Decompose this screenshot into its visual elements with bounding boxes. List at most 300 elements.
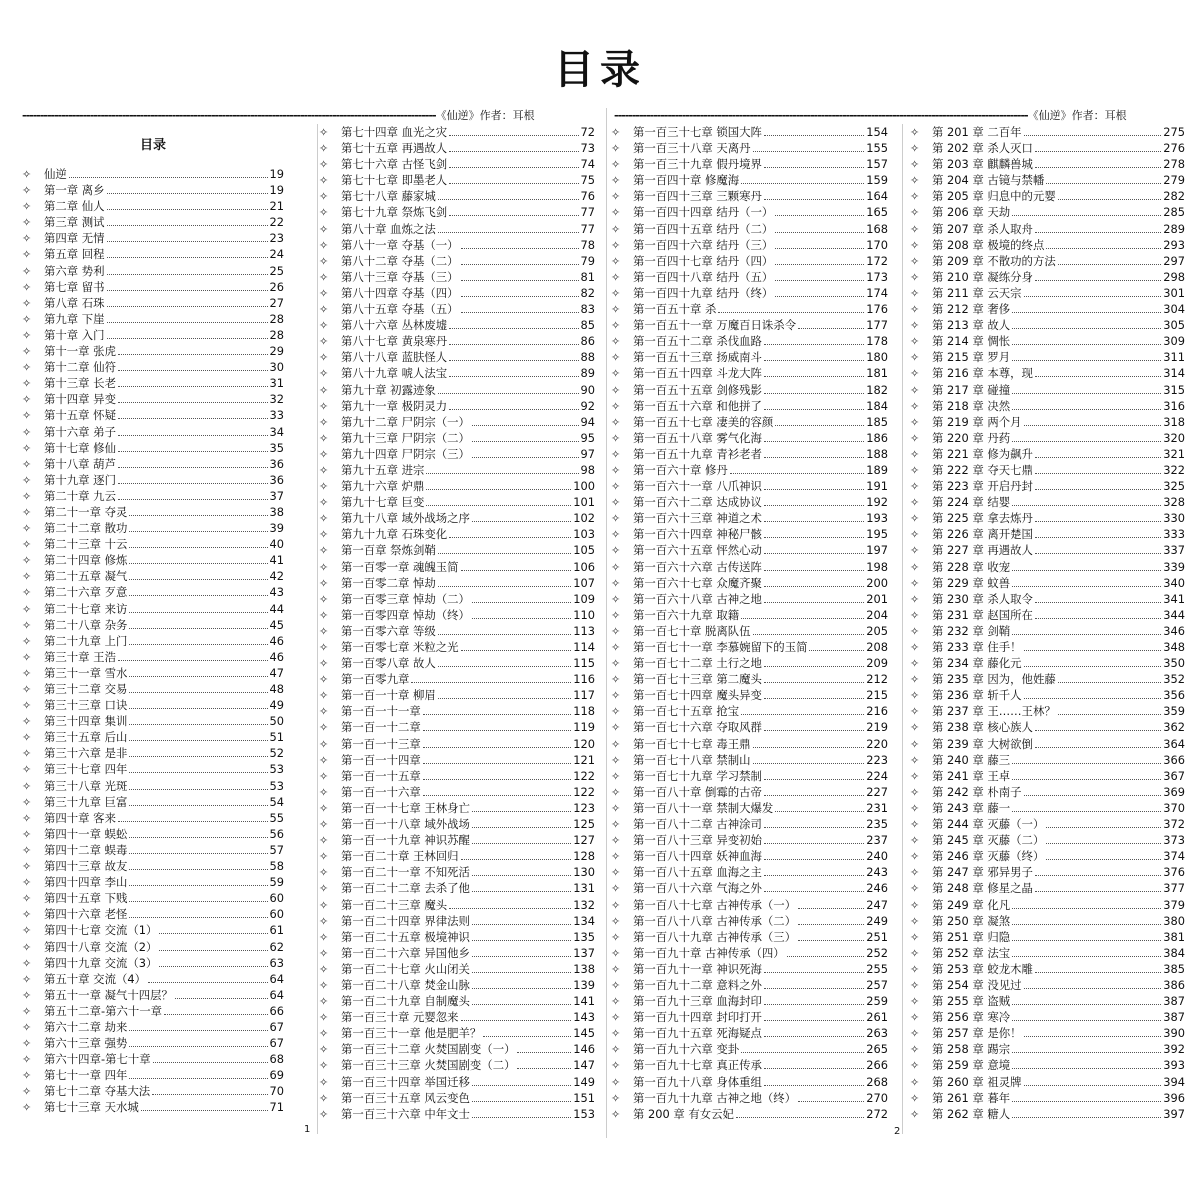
toc-entry[interactable] <box>22 407 284 423</box>
toc-entry[interactable] <box>910 913 1185 929</box>
toc-entry[interactable] <box>611 365 888 381</box>
toc-entry[interactable] <box>611 301 888 317</box>
toc-entry[interactable] <box>910 510 1185 526</box>
toc-entry[interactable] <box>319 800 595 816</box>
toc-entry[interactable] <box>22 166 284 182</box>
bullet-icon: ✧ <box>611 190 621 204</box>
toc-entry[interactable] <box>319 1041 595 1057</box>
page-number: 53 <box>269 762 284 777</box>
bullet-icon: ✧ <box>22 168 32 181</box>
bullet-icon: ✧ <box>910 335 920 349</box>
toc-entry[interactable] <box>611 414 888 430</box>
toc-entry[interactable] <box>910 575 1185 591</box>
toc-entry[interactable] <box>319 993 595 1009</box>
toc-entry[interactable] <box>910 446 1185 462</box>
toc-entry[interactable] <box>611 269 888 285</box>
toc-entry[interactable] <box>910 639 1185 655</box>
toc-entry[interactable] <box>22 971 284 987</box>
chapter-title: 第三十四章 集训 <box>44 714 128 729</box>
toc-entry[interactable] <box>319 623 595 639</box>
toc-entry[interactable] <box>319 687 595 703</box>
toc-entry[interactable] <box>910 398 1185 414</box>
toc-entry[interactable] <box>611 494 888 510</box>
toc-entry[interactable] <box>22 601 284 617</box>
toc-entry[interactable] <box>319 430 595 446</box>
toc-entry[interactable] <box>910 929 1185 945</box>
chapter-title: 第一百八十六章 气海之外 <box>633 881 762 896</box>
toc-entry[interactable] <box>611 864 888 880</box>
toc-entry[interactable] <box>319 365 595 381</box>
toc-entry[interactable] <box>22 552 284 568</box>
toc-entry[interactable] <box>319 639 595 655</box>
toc-entry[interactable] <box>22 842 284 858</box>
toc-entry[interactable] <box>319 1090 595 1106</box>
toc-entry[interactable] <box>319 253 595 269</box>
toc-entry[interactable] <box>611 285 888 301</box>
toc-entry[interactable] <box>910 623 1185 639</box>
page-number: 151 <box>573 1090 595 1105</box>
toc-entry[interactable] <box>22 633 284 649</box>
toc-entry[interactable] <box>319 929 595 945</box>
toc-entry[interactable] <box>611 253 888 269</box>
toc-entry[interactable] <box>22 1019 284 1035</box>
toc-entry[interactable] <box>22 987 284 1003</box>
toc-entry[interactable] <box>22 504 284 520</box>
toc-entry[interactable] <box>910 333 1185 349</box>
page-number: 348 <box>1163 640 1185 654</box>
chapter-title: 第二十七章 来访 <box>44 601 128 616</box>
toc-entry[interactable] <box>319 719 595 735</box>
chapter-title: 第 255 章 盗贼 <box>932 994 1011 1009</box>
toc-entry[interactable] <box>611 880 888 896</box>
toc-entry[interactable] <box>611 542 888 558</box>
toc-entry[interactable] <box>611 204 888 220</box>
toc-entry[interactable] <box>319 414 595 430</box>
toc-entry[interactable] <box>611 945 888 961</box>
toc-entry[interactable] <box>319 945 595 961</box>
toc-entry[interactable] <box>611 478 888 494</box>
chapter-title: 第 256 章 寒冷 <box>932 1010 1011 1025</box>
toc-entry[interactable] <box>611 124 888 140</box>
bullet-icon: ✧ <box>611 914 621 928</box>
toc-entry[interactable] <box>319 977 595 993</box>
toc-entry[interactable] <box>22 1003 284 1019</box>
dot-leader <box>1024 687 1162 699</box>
toc-entry[interactable] <box>22 311 284 327</box>
toc-entry[interactable] <box>910 172 1185 188</box>
bullet-icon: ✧ <box>910 528 920 542</box>
toc-entry[interactable] <box>611 607 888 623</box>
bullet-icon: ✧ <box>910 206 920 220</box>
toc-entry[interactable] <box>910 526 1185 542</box>
toc-entry[interactable] <box>910 719 1185 735</box>
toc-entry[interactable] <box>22 359 284 375</box>
toc-entry[interactable] <box>319 172 595 188</box>
toc-entry[interactable] <box>611 446 888 462</box>
toc-entry[interactable] <box>319 269 595 285</box>
bullet-icon: ✧ <box>910 142 920 156</box>
toc-entry[interactable] <box>22 536 284 552</box>
toc-entry[interactable] <box>611 977 888 993</box>
toc-entry[interactable] <box>22 456 284 472</box>
toc-entry[interactable] <box>611 1090 888 1106</box>
toc-entry[interactable] <box>910 752 1185 768</box>
bullet-icon: ✧ <box>910 496 920 510</box>
toc-entry[interactable] <box>910 784 1185 800</box>
toc-entry[interactable] <box>22 440 284 456</box>
toc-entry[interactable] <box>22 617 284 633</box>
toc-entry[interactable] <box>22 697 284 713</box>
toc-entry[interactable] <box>319 510 595 526</box>
toc-entry[interactable] <box>611 703 888 719</box>
toc-entry[interactable] <box>22 214 284 230</box>
toc-entry[interactable] <box>319 204 595 220</box>
toc-entry[interactable] <box>319 494 595 510</box>
toc-entry[interactable] <box>910 848 1185 864</box>
toc-entry[interactable] <box>910 1074 1185 1090</box>
toc-entry[interactable] <box>22 794 284 810</box>
toc-entry[interactable] <box>611 1041 888 1057</box>
toc-entry[interactable] <box>319 1057 595 1073</box>
toc-entry[interactable] <box>319 832 595 848</box>
dot-leader <box>472 816 571 828</box>
toc-entry[interactable] <box>319 140 595 156</box>
toc-entry[interactable] <box>611 575 888 591</box>
toc-entry[interactable] <box>22 955 284 971</box>
toc-entry[interactable] <box>22 649 284 665</box>
toc-entry[interactable] <box>910 317 1185 333</box>
dot-leader <box>1035 510 1161 522</box>
toc-entry[interactable] <box>22 890 284 906</box>
toc-entry[interactable] <box>611 623 888 639</box>
toc-entry[interactable] <box>319 559 595 575</box>
toc-entry[interactable] <box>319 607 595 623</box>
toc-entry[interactable] <box>22 488 284 504</box>
toc-entry[interactable] <box>611 156 888 172</box>
toc-entry[interactable] <box>910 880 1185 896</box>
dot-leader <box>764 961 864 973</box>
page-number: 77 <box>580 205 595 220</box>
toc-entry[interactable] <box>910 542 1185 558</box>
toc-entry[interactable] <box>22 778 284 794</box>
toc-entry[interactable] <box>910 124 1185 140</box>
toc-entry[interactable] <box>611 510 888 526</box>
toc-entry[interactable] <box>319 382 595 398</box>
toc-entry[interactable] <box>319 703 595 719</box>
page-number: 198 <box>866 559 888 574</box>
chapter-title: 第 217 章 碰撞 <box>932 382 1011 397</box>
page-number: 82 <box>580 285 595 300</box>
toc-entry[interactable] <box>910 140 1185 156</box>
toc-entry[interactable] <box>611 237 888 253</box>
toc-entry[interactable] <box>319 349 595 365</box>
toc-entry[interactable] <box>910 462 1185 478</box>
toc-entry[interactable] <box>910 591 1185 607</box>
toc-entry[interactable] <box>611 140 888 156</box>
toc-entry[interactable] <box>22 1035 284 1051</box>
toc-entry[interactable] <box>910 703 1185 719</box>
chapter-title: 第一百二十八章 焚金山脉 <box>341 977 470 992</box>
toc-entry[interactable] <box>910 945 1185 961</box>
toc-entry[interactable] <box>910 687 1185 703</box>
toc-entry[interactable] <box>22 681 284 697</box>
toc-entry[interactable] <box>910 800 1185 816</box>
toc-entry[interactable] <box>319 478 595 494</box>
toc-entry[interactable] <box>910 349 1185 365</box>
dot-leader <box>1012 204 1161 216</box>
toc-entry[interactable] <box>910 607 1185 623</box>
toc-entry[interactable] <box>319 1074 595 1090</box>
bullet-icon: ✧ <box>910 238 920 252</box>
toc-entry[interactable] <box>910 559 1185 575</box>
toc-entry[interactable] <box>22 1083 284 1099</box>
toc-entry[interactable] <box>319 1025 595 1041</box>
chapter-title: 第十章 入门 <box>44 327 105 342</box>
toc-entry[interactable] <box>22 198 284 214</box>
toc-entry[interactable] <box>611 897 888 913</box>
page-number: 117 <box>573 688 595 703</box>
toc-entry[interactable] <box>611 591 888 607</box>
toc-entry[interactable] <box>611 349 888 365</box>
bullet-icon: ✧ <box>611 560 621 574</box>
toc-entry[interactable] <box>22 874 284 890</box>
toc-entry[interactable] <box>611 1009 888 1025</box>
toc-entry[interactable] <box>910 1025 1185 1041</box>
toc-entry[interactable] <box>22 922 284 938</box>
toc-entry[interactable] <box>611 172 888 188</box>
toc-entry[interactable] <box>22 246 284 262</box>
dot-leader <box>1012 575 1161 587</box>
toc-entry[interactable] <box>611 1025 888 1041</box>
bullet-icon: ✧ <box>910 850 920 864</box>
chapter-title: 第九十一章 极阴灵力 <box>341 398 448 413</box>
toc-entry[interactable] <box>611 816 888 832</box>
toc-entry[interactable] <box>319 671 595 687</box>
toc-entry[interactable] <box>910 414 1185 430</box>
toc-entry[interactable] <box>319 333 595 349</box>
toc-entry[interactable] <box>910 1009 1185 1025</box>
toc-entry[interactable] <box>611 639 888 655</box>
toc-entry[interactable] <box>611 993 888 1009</box>
toc-entry[interactable] <box>22 375 284 391</box>
toc-entry[interactable] <box>22 1067 284 1083</box>
toc-entry[interactable] <box>22 584 284 600</box>
toc-entry[interactable] <box>319 591 595 607</box>
toc-entry[interactable] <box>22 810 284 826</box>
toc-entry[interactable] <box>611 1106 888 1122</box>
toc-entry[interactable] <box>910 382 1185 398</box>
toc-entry[interactable] <box>910 430 1185 446</box>
toc-entry[interactable] <box>910 993 1185 1009</box>
toc-entry[interactable] <box>22 391 284 407</box>
toc-entry[interactable] <box>319 880 595 896</box>
toc-entry[interactable] <box>910 188 1185 204</box>
toc-entry[interactable] <box>319 768 595 784</box>
toc-entry[interactable] <box>611 655 888 671</box>
bullet-icon: ✧ <box>910 447 920 461</box>
toc-entry[interactable] <box>22 568 284 584</box>
chapter-title: 第 226 章 离开楚国 <box>932 527 1033 542</box>
toc-entry[interactable] <box>611 333 888 349</box>
toc-entry[interactable] <box>910 285 1185 301</box>
toc-entry[interactable] <box>22 713 284 729</box>
dot-leader <box>438 687 572 699</box>
page-number: 235 <box>866 817 888 832</box>
toc-entry[interactable] <box>910 768 1185 784</box>
toc-entry[interactable] <box>611 832 888 848</box>
toc-entry[interactable] <box>22 729 284 745</box>
toc-entry[interactable] <box>611 559 888 575</box>
chapter-title: 第一百五十六章 和他拼了 <box>633 398 762 413</box>
toc-entry[interactable] <box>22 263 284 279</box>
toc-entry[interactable] <box>611 719 888 735</box>
toc-entry[interactable] <box>319 736 595 752</box>
toc-entry[interactable] <box>910 1041 1185 1057</box>
toc-entry[interactable] <box>611 221 888 237</box>
toc-entry[interactable] <box>910 832 1185 848</box>
toc-entry[interactable] <box>611 317 888 333</box>
toc-entry[interactable] <box>611 784 888 800</box>
bullet-icon: ✧ <box>319 367 329 381</box>
toc-entry[interactable] <box>22 230 284 246</box>
toc-entry[interactable] <box>611 913 888 929</box>
toc-entry[interactable] <box>611 768 888 784</box>
dot-leader <box>449 172 578 184</box>
toc-entry[interactable] <box>910 897 1185 913</box>
toc-entry[interactable] <box>611 752 888 768</box>
toc-entry[interactable] <box>22 665 284 681</box>
toc-entry[interactable] <box>319 285 595 301</box>
toc-entry[interactable] <box>22 1051 284 1067</box>
toc-entry[interactable] <box>910 1090 1185 1106</box>
toc-entry[interactable] <box>910 253 1185 269</box>
toc-entry[interactable] <box>611 430 888 446</box>
toc-entry[interactable] <box>22 182 284 198</box>
toc-entry[interactable] <box>611 1074 888 1090</box>
toc-entry[interactable] <box>319 897 595 913</box>
page-number: 189 <box>866 462 888 477</box>
toc-entry[interactable] <box>611 848 888 864</box>
toc-entry[interactable] <box>611 526 888 542</box>
toc-entry[interactable] <box>319 526 595 542</box>
toc-entry[interactable] <box>611 687 888 703</box>
toc-entry[interactable] <box>319 188 595 204</box>
toc-entry[interactable] <box>910 221 1185 237</box>
toc-entry[interactable] <box>22 327 284 343</box>
toc-entry[interactable] <box>611 929 888 945</box>
page-number: 328 <box>1163 495 1185 510</box>
toc-entry[interactable] <box>611 382 888 398</box>
toc-entry[interactable] <box>611 398 888 414</box>
bullet-icon: ✧ <box>611 737 621 751</box>
toc-entry[interactable] <box>319 816 595 832</box>
toc-entry[interactable] <box>22 906 284 922</box>
toc-entry[interactable] <box>22 424 284 440</box>
toc-entry[interactable] <box>611 188 888 204</box>
toc-entry[interactable] <box>22 279 284 295</box>
toc-entry[interactable] <box>22 472 284 488</box>
toc-entry[interactable] <box>611 961 888 977</box>
toc-entry[interactable] <box>910 237 1185 253</box>
bullet-icon: ✧ <box>319 383 329 397</box>
toc-entry[interactable] <box>910 655 1185 671</box>
toc-entry[interactable] <box>910 365 1185 381</box>
toc-entry[interactable] <box>910 864 1185 880</box>
toc-entry[interactable] <box>319 1009 595 1025</box>
toc-entry[interactable] <box>22 826 284 842</box>
toc-entry[interactable] <box>22 858 284 874</box>
toc-entry[interactable] <box>611 736 888 752</box>
toc-entry[interactable] <box>22 745 284 761</box>
toc-entry[interactable] <box>910 478 1185 494</box>
toc-entry[interactable] <box>910 736 1185 752</box>
toc-entry[interactable] <box>22 1099 284 1115</box>
toc-entry[interactable] <box>22 939 284 955</box>
toc-entry[interactable] <box>910 1106 1185 1122</box>
toc-entry[interactable] <box>319 961 595 977</box>
toc-entry[interactable] <box>611 671 888 687</box>
toc-entry[interactable] <box>910 204 1185 220</box>
dot-leader <box>107 295 268 307</box>
toc-entry[interactable] <box>22 520 284 536</box>
toc-entry[interactable] <box>319 156 595 172</box>
toc-entry[interactable] <box>319 864 595 880</box>
toc-entry[interactable] <box>319 462 595 478</box>
toc-entry[interactable] <box>319 398 595 414</box>
toc-entry[interactable] <box>319 317 595 333</box>
chapter-title: 第一百七十三章 第二魔头 <box>633 672 762 687</box>
toc-entry[interactable] <box>319 542 595 558</box>
toc-entry[interactable] <box>910 816 1185 832</box>
toc-entry[interactable] <box>910 156 1185 172</box>
toc-entry[interactable] <box>22 295 284 311</box>
chapter-title: 第一百一十二章 <box>341 720 421 735</box>
toc-entry[interactable] <box>611 462 888 478</box>
dot-leader <box>1012 929 1161 941</box>
toc-entry[interactable] <box>319 913 595 929</box>
toc-entry[interactable] <box>319 446 595 462</box>
toc-entry[interactable] <box>22 343 284 359</box>
toc-entry[interactable] <box>319 575 595 591</box>
page-number: 276 <box>1163 141 1185 156</box>
toc-entry[interactable] <box>319 848 595 864</box>
toc-entry[interactable] <box>319 655 595 671</box>
toc-entry[interactable] <box>319 301 595 317</box>
toc-entry[interactable] <box>910 671 1185 687</box>
toc-entry[interactable] <box>611 1057 888 1073</box>
toc-entry[interactable] <box>319 124 595 140</box>
toc-entry[interactable] <box>22 761 284 777</box>
toc-entry[interactable] <box>319 221 595 237</box>
bullet-icon: ✧ <box>22 377 32 391</box>
toc-entry[interactable] <box>910 269 1185 285</box>
chapter-title: 第 238 章 核心族人 <box>932 720 1033 735</box>
page-number: 219 <box>866 720 888 735</box>
toc-entry[interactable] <box>910 977 1185 993</box>
toc-entry[interactable] <box>910 1057 1185 1073</box>
toc-entry[interactable] <box>611 800 888 816</box>
toc-entry[interactable] <box>910 301 1185 317</box>
dot-leader <box>461 237 579 249</box>
toc-entry[interactable] <box>319 752 595 768</box>
toc-entry[interactable] <box>319 784 595 800</box>
bullet-icon: ✧ <box>611 898 621 912</box>
toc-entry[interactable] <box>319 237 595 253</box>
chapter-title: 第三十一章 雪水 <box>44 665 128 680</box>
toc-entry[interactable] <box>910 494 1185 510</box>
toc-entry[interactable] <box>910 961 1185 977</box>
toc-entry[interactable] <box>319 1106 595 1122</box>
